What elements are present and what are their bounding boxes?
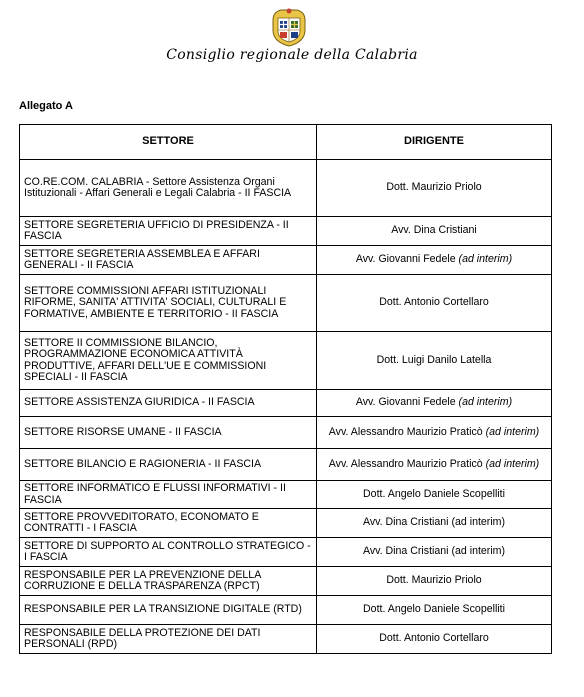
dirigente-cell — [317, 217, 552, 246]
dirigente-cell — [317, 509, 552, 538]
dirigente-cell — [317, 417, 552, 449]
column-header-settore: SETTORE — [20, 125, 317, 160]
table-row — [20, 390, 552, 417]
dirigente-cell — [317, 596, 552, 625]
dirigente-cell — [317, 275, 552, 332]
dirigente-cell — [317, 449, 552, 481]
dirigente-cell — [317, 390, 552, 417]
settore-cell: RESPONSABILE PER LA TRANSIZIONE DIGITALE (RTD) — [20, 596, 317, 625]
table-row — [20, 246, 552, 275]
table-header-row — [20, 125, 552, 160]
settore-cell: SETTORE RISORSE UMANE - II FASCIA — [20, 417, 317, 449]
interim-note: (ad interim) — [458, 253, 513, 266]
interim-note: (ad interim) — [458, 396, 513, 409]
table-row — [20, 625, 552, 654]
dirigente-name: Dott. Antonio Cortellaro — [379, 296, 489, 309]
settore-cell: RESPONSABILE DELLA PROTEZIONE DEI DATI PERSONALI (RPD) — [20, 625, 317, 654]
dirigente-name: Avv. Giovanni Fedele — [355, 396, 456, 409]
dirigente-name: Dott. Angelo Daniele Scopelliti — [363, 603, 505, 616]
dirigente-cell — [317, 538, 552, 567]
dirigente-name: Avv. Dina Cristiani (ad interim) — [362, 545, 506, 558]
dirigente-cell — [317, 625, 552, 654]
table-row — [20, 481, 552, 509]
document-title: Allegato A — [19, 100, 73, 112]
table-row — [20, 449, 552, 481]
dirigente-name: Dott. Antonio Cortellaro — [379, 632, 489, 645]
table-row — [20, 332, 552, 390]
settore-cell: RESPONSABILE PER LA PREVENZIONE DELLA CORRUZIONE E DELLA TRASPARENZA (RPCT) — [20, 567, 317, 596]
settore-cell: SETTORE BILANCIO E RAGIONERIA - II FASCIA — [20, 449, 317, 481]
dirigente-cell — [317, 332, 552, 390]
dirigente-name: Dott. Luigi Danilo Latella — [376, 353, 492, 366]
settore-cell: SETTORE SEGRETERIA UFFICIO DI PRESIDENZA - II FASCIA — [20, 217, 317, 246]
dirigente-name: Avv. Dina Cristiani (ad interim) — [362, 516, 506, 529]
table-row — [20, 509, 552, 538]
calabria-coat-of-arms-icon — [271, 6, 307, 48]
table-row — [20, 567, 552, 596]
assignment-table — [19, 124, 552, 654]
table-row — [20, 596, 552, 625]
dirigente-name: Avv. Alessandro Maurizio Praticò — [328, 425, 483, 438]
settore-cell: SETTORE COMMISSIONI AFFARI ISTITUZIONALI RIFORME, SANITA' ATTIVITA' SOCIALI, CULTURALI E FORMATIVE, AMBIENTE E TERRITORIO - II FASCIA — [20, 275, 317, 332]
dirigente-name: Dott. Maurizio Priolo — [386, 574, 482, 587]
table-row — [20, 217, 552, 246]
interim-note: (ad interim) — [485, 425, 540, 438]
settore-cell: SETTORE ASSISTENZA GIURIDICA - II FASCIA — [20, 390, 317, 417]
settore-cell: CO.RE.COM. CALABRIA - Settore Assistenza Organi Istituzionali - Affari Generali e Legali Calabria - II FASCIA — [20, 160, 317, 217]
organization-name: Consiglio regionale della Calabria — [166, 47, 418, 63]
table-row — [20, 160, 552, 217]
dirigente-name: Avv. Alessandro Maurizio Praticò — [328, 457, 483, 470]
document-header — [0, 0, 584, 80]
dirigente-name: Avv. Dina Cristiani — [391, 224, 477, 237]
interim-note: (ad interim) — [485, 457, 540, 470]
settore-cell: SETTORE INFORMATICO E FLUSSI INFORMATIVI - II FASCIA — [20, 481, 317, 509]
table-row — [20, 538, 552, 567]
dirigente-name: Dott. Angelo Daniele Scopelliti — [363, 487, 505, 500]
dirigente-name: Avv. Giovanni Fedele — [355, 253, 456, 266]
table-row — [20, 275, 552, 332]
column-header-dirigente: DIRIGENTE — [317, 125, 552, 160]
dirigente-cell — [317, 481, 552, 509]
settore-cell: SETTORE PROVVEDITORATO, ECONOMATO E CONTRATTI - I FASCIA — [20, 509, 317, 538]
table-row — [20, 417, 552, 449]
dirigente-cell — [317, 160, 552, 217]
dirigente-cell — [317, 246, 552, 275]
dirigente-cell — [317, 567, 552, 596]
settore-cell: SETTORE II COMMISSIONE BILANCIO, PROGRAMMAZIONE ECONOMICA ATTIVITÀ PRODUTTIVE, AFFARI DELL'UE E COMMISSIONI SPECIALI - II FASCIA — [20, 332, 317, 390]
settore-cell: SETTORE SEGRETERIA ASSEMBLEA E AFFARI GENERALI - II FASCIA — [20, 246, 317, 275]
dirigente-name: Dott. Maurizio Priolo — [386, 181, 482, 194]
settore-cell: SETTORE DI SUPPORTO AL CONTROLLO STRATEGICO - I FASCIA — [20, 538, 317, 567]
